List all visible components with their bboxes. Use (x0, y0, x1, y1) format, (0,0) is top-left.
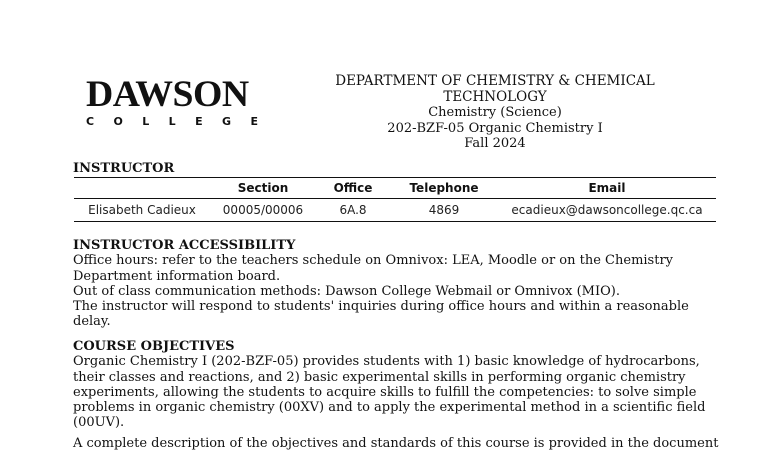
accessibility-section (73, 238, 723, 330)
response-text: The instructor will respond to students' inquiries during office hours and within a reasonable delay. (73, 299, 689, 330)
column-header-email: Email (588, 181, 626, 195)
communication-text: Out of class communication methods: Dawson College Webmail or Omnivox (MIO). (73, 283, 620, 299)
term: Fall 2024 (464, 136, 526, 151)
objectives-cutoff-text: A complete description of the objectives and standards of this course is provided in the document (73, 435, 719, 451)
logo-letter: L (168, 115, 176, 128)
course-code-title: 202-BZF-05 Organic Chemistry I (387, 120, 603, 136)
objectives-heading: COURSE OBJECTIVES (73, 339, 235, 354)
logo-letter: L (142, 115, 150, 128)
table-header-row (74, 178, 716, 199)
logo-letter: E (195, 115, 203, 128)
column-header-office: Office (333, 181, 373, 195)
instructor-table (74, 177, 716, 222)
column-header-telephone: Telephone (409, 181, 479, 195)
logo-letter: E (250, 115, 258, 128)
logo-subtitle (86, 115, 258, 128)
program-name: Chemistry (Science) (428, 105, 562, 120)
table-row (74, 199, 716, 222)
column-header (74, 178, 210, 199)
department-title: DEPARTMENT OF CHEMISTRY & CHEMICAL TECHNOLOGY (335, 73, 655, 105)
email-value: ecadieux@dawsoncollege.qc.ca (511, 203, 703, 217)
dawson-college-logo (86, 76, 262, 128)
logo-letter: O (113, 115, 123, 128)
telephone-value: 4869 (428, 203, 460, 217)
column-header-section: Section (237, 181, 289, 195)
office-value: 6A.8 (339, 203, 367, 217)
office-hours-text: Office hours: refer to the teachers schedule on Omnivox: LEA, Moodle or on the Chemistry Department information board. (73, 253, 674, 284)
logo-letter: C (86, 115, 95, 128)
instructor-heading: INSTRUCTOR (73, 161, 175, 176)
objectives-section (73, 339, 723, 451)
instructor-name: Elisabeth Cadieux (88, 203, 196, 217)
objectives-text: Organic Chemistry I (202-BZF-05) provides students with 1) basic knowledge of hydrocarbons, their classes and reactions, and 2) basic experimental skills in performing organic chemistry experiments, allowing the students to acquire skills to fulfill the competencies: to solve simple problems in organic chemistry (00XV) and to apply the experimental method in a scientific field (00UV). (73, 354, 706, 431)
document-header (300, 74, 690, 152)
logo-letter: G (222, 115, 232, 128)
section-value: 00005/00006 (222, 203, 304, 217)
accessibility-heading: INSTRUCTOR ACCESSIBILITY (73, 238, 296, 253)
logo-wordmark: DAWSON (86, 74, 249, 115)
